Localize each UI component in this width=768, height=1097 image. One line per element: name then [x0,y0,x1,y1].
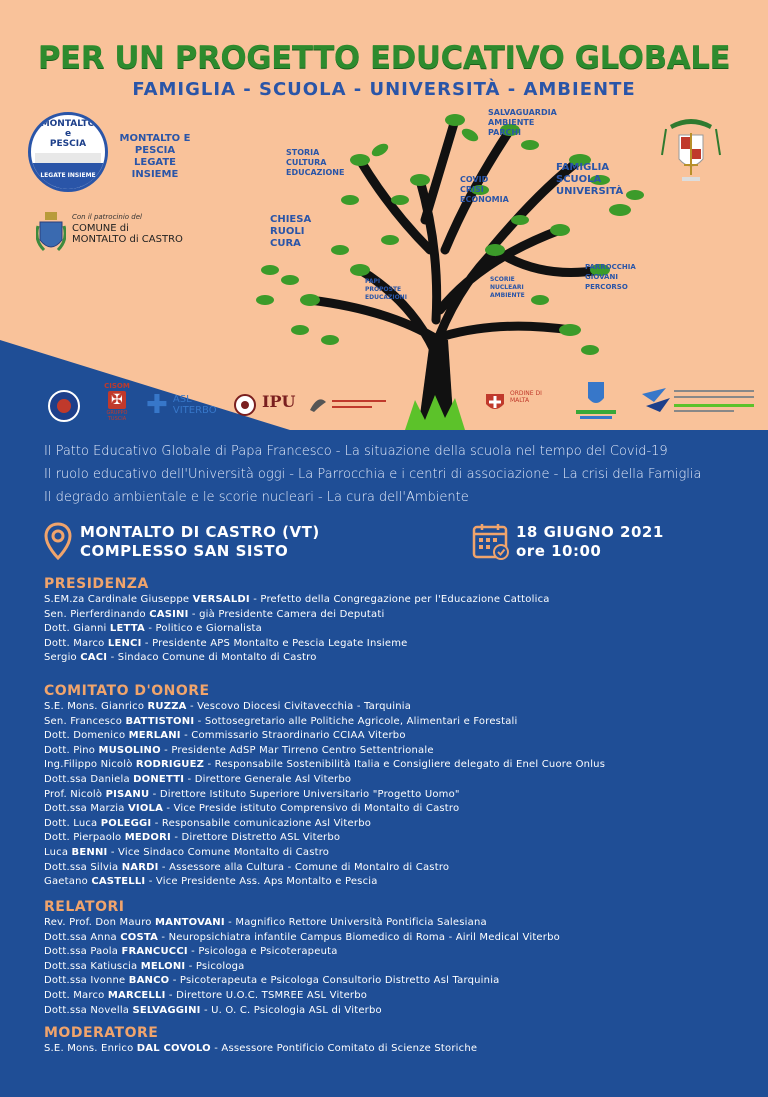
logo-bottom-text: LEGATE INSIEME [31,163,105,189]
person-title-name: Sen. Pierferdinando [44,608,150,620]
person-title-name: S.E. Mons. Enrico [44,1043,137,1054]
cisom-sub: GRUPPO TUSCIA [106,410,128,422]
comune-patronage [72,212,183,245]
person-title-name: Dott.ssa Paola [44,946,122,958]
ipu-logo: IPU [262,392,296,411]
section-title: RELATORI [44,899,125,915]
person-role: - Direttore Distretto ASL Viterbo [170,832,341,844]
person-role: - Commissario Straordinario CCIAA Viterbo [180,730,406,742]
tree-label-salvaguardia: SALVAGUARDIA AMBIENTE PARCHI [488,108,557,137]
person-surname: DONETTI [133,773,185,785]
person-title-name: Dott.ssa Marzia [44,803,128,815]
port-authority-logo-icon [640,384,758,420]
person-role: - Sindaco Comune di Montalto di Castro [107,652,317,664]
person-title-name: Dott.ssa Daniela [44,773,134,785]
person-surname: FRANCUCCI [121,946,188,958]
person-row [44,1004,764,1019]
person-row [44,931,764,946]
cisom-logo [100,382,134,422]
medical-cross-icon: ✚ [146,390,168,420]
person-row [44,788,764,803]
venue-line-2: COMPLESSO SAN SISTO [80,542,289,560]
person-title-name: Dott. Pino [44,744,99,756]
tree-label-storia: STORIA CULTURA EDUCAZIONE [286,148,345,177]
person-surname: MELONI [140,960,186,972]
comune-shield-icon [36,210,66,256]
topic-line: Il ruolo educativo dell'Università oggi - La Parrocchia e i centri di associazione - La crisi della Famiglia [44,467,702,482]
person-surname: VERSALDI [192,594,250,605]
chamber-commerce-logo-icon [306,392,390,416]
person-title-name: Luca [44,846,72,858]
person-role: - Presidente APS Montalto e Pescia Legate Insieme [141,637,408,649]
person-row [44,593,764,608]
section-title: COMITATO D'ONORE [44,683,210,699]
person-title-name: Ing.Filippo Nicolò [44,759,136,771]
person-surname: VIOLA [127,803,164,815]
bishop-crest-icon [660,115,722,187]
person-role: - Direttore U.O.C. TSMREE ASL Viterbo [165,989,368,1001]
person-row [44,916,764,931]
university-seal-icon [234,394,256,416]
person-row [44,622,764,637]
tree-label-parrocchia: PARROCCHIA GIOVANI PERCORSO [585,263,636,291]
logo-line-1: MONTALTO [40,119,96,129]
comune-line-1: Con il patrocinio del [72,213,142,221]
venue-line-1: MONTALTO DI CASTRO (VT) [80,523,320,541]
person-row [44,715,764,730]
misericordia-logo-icon [572,380,620,422]
person-surname: RODRIGUEZ [135,759,205,771]
person-surname: BENNI [71,846,108,858]
person-row [44,608,764,623]
person-surname: CACI [80,652,108,664]
person-row [44,945,764,960]
person-title-name: Dott. Luca [44,817,101,829]
person-surname: COSTA [120,931,159,943]
person-surname: MUSOLINO [98,744,161,756]
person-role: - Neuropsichiatra infantile Campus Biomedico di Roma - Airil Medical Viterbo [158,931,560,943]
person-surname: BANCO [128,975,170,987]
person-title-name: Dott. Domenico [44,730,129,742]
person-role: - Magnifico Rettore Università Pontificia Salesiana [224,917,487,928]
person-title-name: S.E. Mons. Gianrico [44,701,148,712]
person-surname: MEDORI [124,832,171,844]
person-row [44,773,764,788]
person-row [44,846,764,861]
topic-line: Il degrado ambientale e le scorie nucleari - La cura dell'Ambiente [44,490,469,505]
maltese-cross-icon: ✠ [108,391,126,409]
section-moderatore [44,1024,764,1057]
tree-label-covid: COVID CRISI ECONOMIA [460,175,509,204]
person-surname: PISANU [105,788,150,800]
calendar-icon [472,522,510,560]
person-role: - Prefetto della Congregazione per l'Educazione Cattolica [249,594,550,605]
person-title-name: Dott. Marco [44,989,108,1001]
person-role: - Vice Presidente Ass. Aps Montalto e Pescia [145,876,378,888]
person-row [44,744,764,759]
tree-label-chiesa: CHIESA RUOLI CURA [270,214,312,249]
tree-label-famiglia: FAMIGLIA SCUOLA UNIVERSITÀ [556,162,624,197]
person-role: - Psicoterapeuta e Psicologa Consultorio Distretto Asl Tarquinia [169,975,500,987]
person-surname: DAL COVOLO [136,1043,211,1054]
person-surname: LETTA [109,623,145,635]
person-role: - Vescovo Diocesi Civitavecchia - Tarquinia [186,701,412,712]
person-surname: MARCELLI [107,989,166,1001]
tree-label-papi: PAPI PROPOSTE EDUCAZIONI [365,278,407,301]
person-surname: RUZZA [147,701,187,712]
person-row [44,989,764,1004]
person-role: - Sottosegretario alle Politiche Agricole, Alimentari e Forestali [194,715,518,727]
section-presidenza [44,575,764,666]
topics-list [44,440,744,509]
venue [80,523,320,561]
person-surname: CASTELLI [91,876,146,888]
section-rows [44,916,764,1018]
person-title-name: Dott.ssa Novella [44,1004,133,1016]
person-title-name: Gaetano [44,876,92,888]
person-title-name: Rev. Prof. Don Mauro [44,917,155,928]
section-rows [44,1042,764,1057]
page-title: PER UN PROGETTO EDUCATIVO GLOBALE [37,40,731,76]
person-surname: LENCI [107,637,142,649]
person-role: - Assessore alla Cultura - Comune di Montalro di Castro [158,861,450,873]
time-line: ore 10:00 [516,542,602,560]
person-row [44,960,764,975]
logo-line-3: PESCIA [49,139,87,149]
cisom-label: CISOM [104,382,130,390]
section-title: PRESIDENZA [44,576,149,592]
person-role: - Vice Preside istituto Comprensivo di Montalto di Castro [163,803,460,815]
person-row [44,861,764,876]
page-subtitle: FAMIGLIA - SCUOLA - UNIVERSITÀ - AMBIENTE [132,79,636,100]
person-row [44,802,764,817]
person-role: - U. O. C. Psicologia ASL di Viterbo [200,1004,382,1016]
person-title-name: Dott.ssa Silvia [44,861,122,873]
person-role: - Direttore Istituto Superiore Universitario "Progetto Uomo" [149,788,460,800]
logo-line-2: e [64,129,72,139]
person-title-name: Prof. Nicolò [44,788,106,800]
person-row [44,875,764,890]
person-row [44,817,764,832]
person-row [44,729,764,744]
person-role: - Psicologa [185,960,245,972]
person-surname: MANTOVANI [154,917,225,928]
montalto-pescia-label: MONTALTO E PESCIA LEGATE INSIEME [119,133,191,180]
asl-label: ASL VITERBO [172,394,217,416]
section-rows [44,700,764,890]
person-role: - Responsabile Sostenibilità Italia e Consigliere delegato di Enel Cuore Onlus [204,759,606,771]
location-pin-icon [44,522,72,560]
comune-line-2: COMUNE di [72,223,129,234]
person-row [44,831,764,846]
person-row [44,651,764,666]
section-relatori [44,898,764,1018]
person-title-name: Sen. Francesco [44,715,126,727]
person-role: - Presidente AdSP Mar Tirreno Centro Settentrionale [160,744,434,756]
person-role: - già Presidente Camera dei Deputati [188,608,385,620]
topic-line: Il Patto Educativo Globale di Papa Francesco - La situazione della scuola nel tempo del Covid-19 [44,444,668,459]
date-line: 18 GIUGNO 2021 [516,523,664,541]
section-comitato [44,682,764,890]
person-surname: MERLANI [128,730,181,742]
person-surname: POLEGGI [100,817,152,829]
person-row [44,1042,764,1057]
person-role: - Direttore Generale Asl Viterbo [184,773,352,785]
person-role: - Vice Sindaco Comune Montalto di Castro [107,846,330,858]
person-row [44,637,764,652]
asl-logo [146,392,217,418]
person-row [44,758,764,773]
person-title-name: Dott.ssa Ivonne [44,975,129,987]
person-role: - Responsabile comunicazione Asl Viterbo [151,817,372,829]
person-title-name: Dott.ssa Anna [44,931,121,943]
section-rows [44,593,764,666]
person-surname: CASINI [149,608,189,620]
person-row [44,974,764,989]
person-title-name: Dott.ssa Katiuscia [44,960,141,972]
person-role: - Psicologa e Psicoterapeuta [187,946,338,958]
malta-label: ORDINE DI MALTA [510,390,542,404]
comune-line-3: MONTALTO di CASTRO [72,234,183,245]
person-row [44,700,764,715]
person-title-name: Dott. Pierpaolo [44,832,125,844]
person-surname: SELVAGGINI [132,1004,201,1016]
person-role: - Assessore Pontificio Comitato di Scienze Storiche [210,1043,478,1054]
order-of-malta-shield-icon [484,392,506,414]
person-title-name: Dott. Marco [44,637,108,649]
event-date [516,523,664,561]
person-surname: BATTISTONI [125,715,195,727]
person-title-name: S.EM.za Cardinale Giuseppe [44,594,193,605]
person-surname: NARDI [121,861,159,873]
section-title: MODERATORE [44,1025,159,1041]
partner-logos [0,380,768,430]
tree-label-scorie: SCORIE NUCLEARI AMBIENTE [490,276,525,299]
association-logo-icon [48,390,80,422]
person-title-name: Dott. Gianni [44,623,110,635]
person-role: - Politico e Giornalista [144,623,262,635]
montalto-pescia-logo [28,112,108,192]
person-title-name: Sergio [44,652,81,664]
